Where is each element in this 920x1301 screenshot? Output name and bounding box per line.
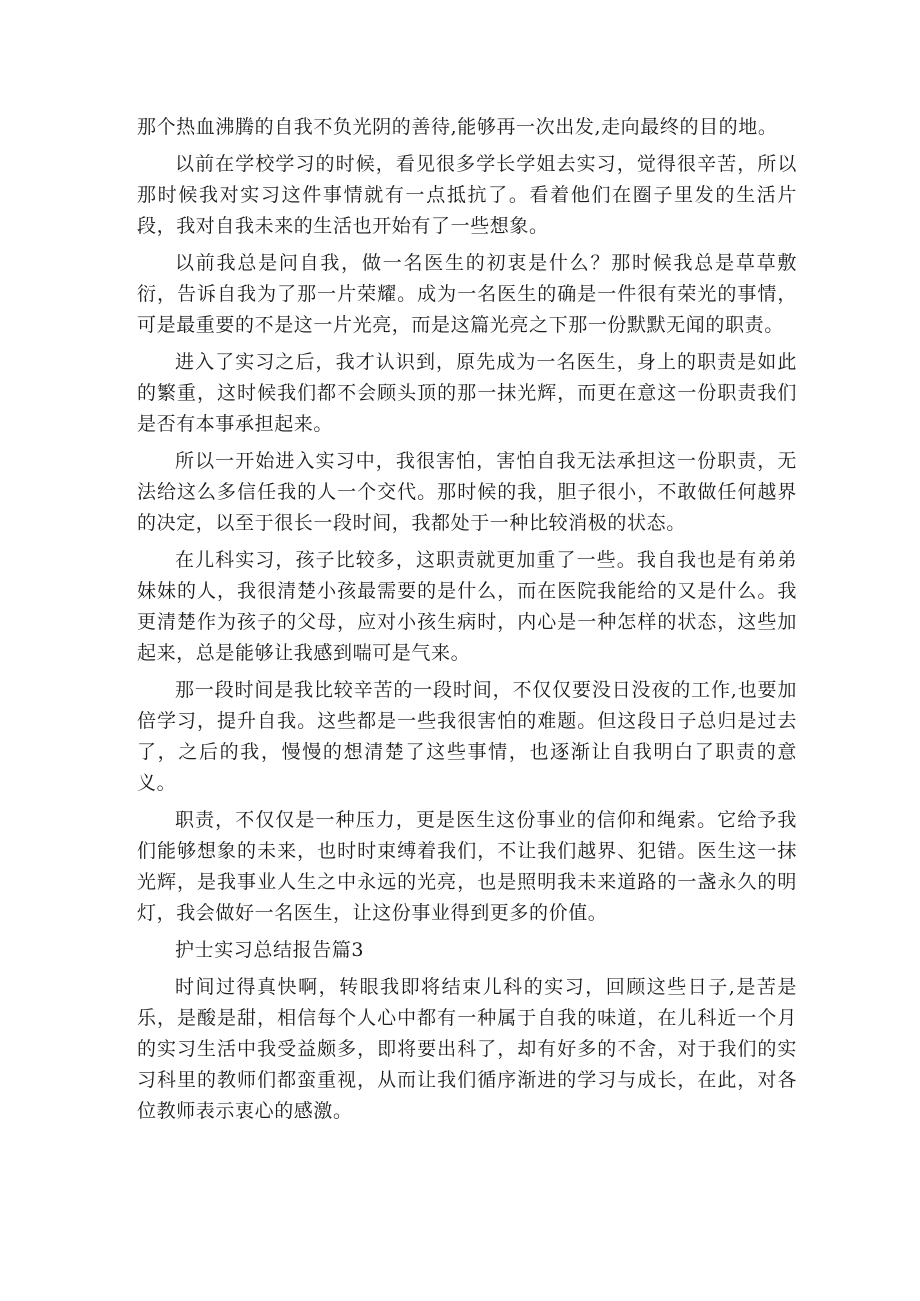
- paragraph-3: 以前我总是问自我，做一名医生的初衷是什么？那时候我总是草草敷衍，告诉自我为了那一片荣耀。成为一名医生的确是一件很有荣光的事情，可是最重要的不是这一片光亮，而是这篇光亮之下那一份默默无闻的职责。: [137, 252, 797, 336]
- paragraph-7: 那一段时间是我比较辛苦的一段时间，不仅仅要没日没夜的工作,也要加倍学习，提升自我。这些都是一些我很害怕的难题。但这段日子总归是过去了，之后的我，慢慢的想清楚了这些事情，也逐渐让自我明白了职责的意义。: [137, 679, 797, 794]
- paragraph-8: 职责，不仅仅是一种压力，更是医生这份事业的信仰和绳索。它给予我们能够想象的未来，也时时束缚着我们，不让我们越界、犯错。医生这一抹光辉，是我事业人生之中永远的光亮，也是照明我未来道路的一盏永久的明灯，我会做好一名医生，让这份事业得到更多的价值。: [137, 809, 797, 924]
- paragraph-2: 以前在学校学习的时候，看见很多学长学姐去实习，觉得很辛苦，所以那时候我对实习这件事情就有一点抵抗了。看着他们在圈子里发的生活片段，我对自我未来的生活也开始有了一些想象。: [137, 153, 797, 237]
- paragraph-6: 在儿科实习，孩子比较多，这职责就更加重了一些。我自我也是有弟弟妹妹的人，我很清楚小孩最需要的是什么，而在医院我能给的又是什么。我更清楚作为孩子的父母，应对小孩生病时，内心是一种怎样的状态，这些加起来，总是能够让我感到喘可是气来。: [137, 549, 797, 664]
- document-body: [137, 112, 797, 1133]
- paragraph-4: 进入了实习之后，我才认识到，原先成为一名医生，身上的职责是如此的繁重，这时候我们都不会顾头顶的那一抹光辉，而更在意这一份职责我们是否有本事承担起来。: [137, 351, 797, 435]
- paragraph-5: 所以一开始进入实习中，我很害怕，害怕自我无法承担这一份职责，无法给这么多信任我的人一个交代。那时候的我，胆子很小，不敢做任何越界的决定，以至于很长一段时间，我都处于一种比较消极的状态。: [137, 450, 797, 534]
- section-heading: 护士实习总结报告篇3: [175, 939, 365, 961]
- paragraph-final: 时间过得真快啊，转眼我即将结束儿科的实习，回顾这些日子,是苦是乐，是酸是甜，相信每个人心中都有一种属于自我的味道，在儿科近一个月的实习生活中我受益颇多，即将要出科了，却有好多的不舍，对于我们的实习科里的教师们都蛮重视，从而让我们循序渐进的学习与成长，在此，对各位教师表示衷心的感激。: [137, 976, 797, 1122]
- paragraph-1: 那个热血沸腾的自我不负光阴的善待,能够再一次出发,走向最终的目的地。: [137, 116, 778, 138]
